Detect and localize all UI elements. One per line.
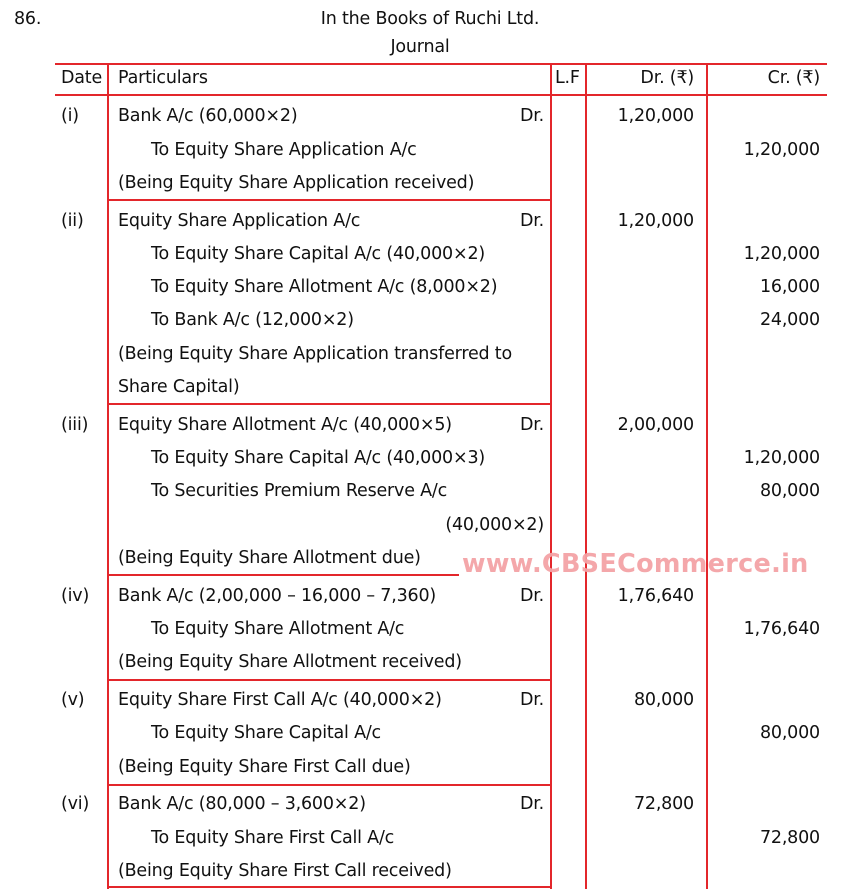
narration: (Being Equity Share Application received) bbox=[118, 173, 475, 193]
credit-amount: 80,000 bbox=[759, 723, 820, 743]
date-column-rule bbox=[107, 63, 109, 889]
particulars-column-rule bbox=[550, 63, 552, 889]
question-number: 86. bbox=[14, 9, 42, 29]
dr-marker: Dr. bbox=[519, 794, 544, 814]
entry-date: (iv) bbox=[61, 586, 90, 606]
debit-amount: 1,20,000 bbox=[617, 211, 694, 231]
debit-account: Bank A/c (80,000 – 3,600×2) bbox=[118, 794, 366, 814]
entry-separator bbox=[107, 784, 552, 786]
credit-account: To Securities Premium Reserve A/c bbox=[151, 481, 448, 501]
credit-account: To Equity Share First Call A/c bbox=[151, 828, 395, 848]
watermark: www.CBSECommerce.in bbox=[462, 549, 809, 579]
debit-amount: 72,800 bbox=[633, 794, 694, 814]
entry-separator bbox=[107, 679, 552, 681]
entry-separator bbox=[107, 574, 459, 576]
dr-marker: Dr. bbox=[519, 690, 544, 710]
narration: (Being Equity Share First Call due) bbox=[118, 757, 411, 777]
credit-amount: 1,20,000 bbox=[743, 448, 820, 468]
narration: (Being Equity Share Allotment received) bbox=[118, 652, 462, 672]
debit-account: Bank A/c (2,00,000 – 16,000 – 7,360) bbox=[118, 586, 437, 606]
dr-marker: Dr. bbox=[519, 106, 544, 126]
narration: (Being Equity Share Allotment due) bbox=[118, 548, 421, 568]
journal-title: In the Books of Ruchi Ltd. bbox=[320, 9, 540, 29]
credit-amount: 1,20,000 bbox=[743, 244, 820, 264]
credit-amount: 72,800 bbox=[759, 828, 820, 848]
column-header-date: Date bbox=[61, 68, 103, 88]
particulars-continuation: (40,000×2) bbox=[445, 515, 544, 535]
column-header-lf: L.F bbox=[555, 68, 580, 88]
entry-date: (v) bbox=[61, 690, 85, 710]
column-header-dr: Dr. (₹) bbox=[640, 68, 694, 88]
dr-marker: Dr. bbox=[519, 586, 544, 606]
narration: (Being Equity Share Application transferred to bbox=[118, 344, 512, 364]
entry-date: (ii) bbox=[61, 211, 84, 231]
header-bottom-rule bbox=[55, 94, 827, 96]
dr-marker: Dr. bbox=[519, 211, 544, 231]
entry-separator bbox=[107, 403, 552, 405]
credit-account: To Equity Share Application A/c bbox=[151, 140, 417, 160]
debit-amount: 1,20,000 bbox=[617, 106, 694, 126]
entry-date: (vi) bbox=[61, 794, 90, 814]
entry-separator bbox=[107, 886, 552, 888]
entry-date: (iii) bbox=[61, 415, 89, 435]
column-header-cr: Cr. (₹) bbox=[767, 68, 820, 88]
debit-account: Equity Share First Call A/c (40,000×2) bbox=[118, 690, 442, 710]
dr-column-rule bbox=[706, 63, 708, 889]
entry-separator bbox=[107, 199, 552, 201]
entry-date: (i) bbox=[61, 106, 79, 126]
narration: (Being Equity Share First Call received) bbox=[118, 861, 452, 881]
debit-amount: 2,00,000 bbox=[617, 415, 694, 435]
credit-account: To Equity Share Capital A/c (40,000×3) bbox=[151, 448, 486, 468]
credit-account: To Equity Share Capital A/c (40,000×2) bbox=[151, 244, 486, 264]
credit-amount: 24,000 bbox=[759, 310, 820, 330]
debit-amount: 80,000 bbox=[633, 690, 694, 710]
credit-account: To Bank A/c (12,000×2) bbox=[151, 310, 354, 330]
credit-amount: 1,76,640 bbox=[743, 619, 820, 639]
lf-column-rule bbox=[585, 63, 587, 889]
debit-account: Bank A/c (60,000×2) bbox=[118, 106, 298, 126]
credit-account: To Equity Share Capital A/c bbox=[151, 723, 381, 743]
column-header-particulars: Particulars bbox=[118, 68, 208, 88]
credit-amount: 80,000 bbox=[759, 481, 820, 501]
credit-account: To Equity Share Allotment A/c bbox=[151, 619, 405, 639]
credit-account: To Equity Share Allotment A/c (8,000×2) bbox=[151, 277, 498, 297]
credit-amount: 1,20,000 bbox=[743, 140, 820, 160]
header-top-rule bbox=[55, 63, 827, 65]
debit-account: Equity Share Application A/c bbox=[118, 211, 361, 231]
debit-amount: 1,76,640 bbox=[617, 586, 694, 606]
dr-marker: Dr. bbox=[519, 415, 544, 435]
debit-account: Equity Share Allotment A/c (40,000×5) bbox=[118, 415, 452, 435]
credit-amount: 16,000 bbox=[759, 277, 820, 297]
narration: Share Capital) bbox=[118, 377, 240, 397]
journal-subtitle: Journal bbox=[390, 37, 450, 57]
